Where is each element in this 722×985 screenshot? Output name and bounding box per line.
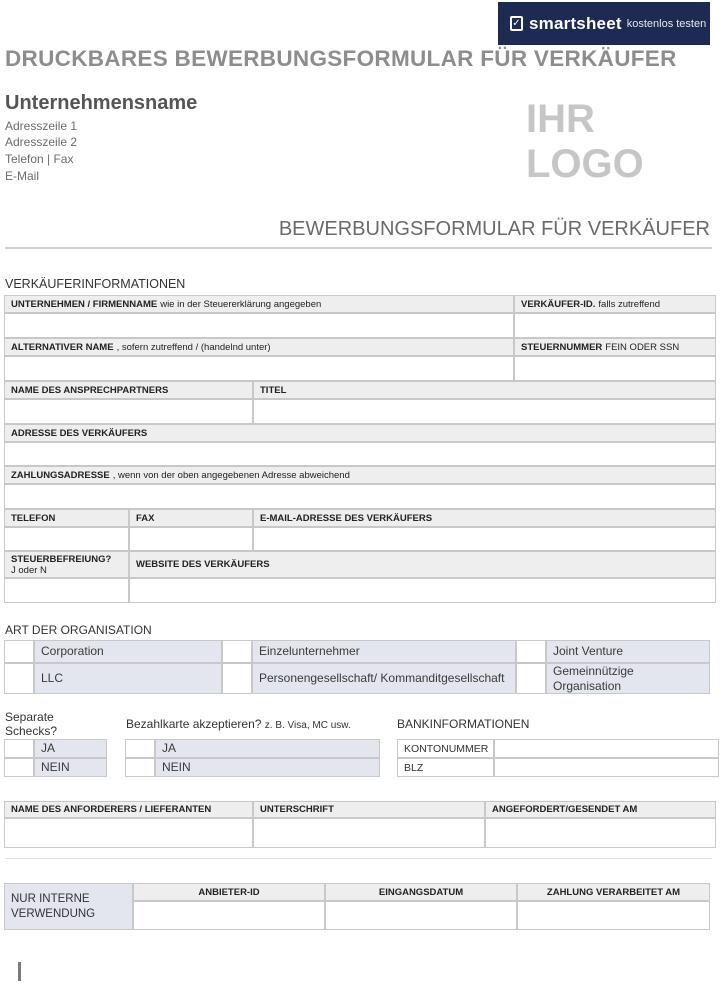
card-yes-label: JA bbox=[155, 739, 380, 758]
company-name-header: UNTERNEHMEN / FIRMENNAME wie in der Steuererklärung angegeben bbox=[4, 295, 514, 313]
tax-exempt-field[interactable] bbox=[4, 578, 129, 603]
fax-header: FAX bbox=[129, 509, 253, 527]
vendor-id-field[interactable] bbox=[514, 313, 716, 338]
phone-header: TELEFON bbox=[4, 509, 129, 527]
address-line-1: Adresszeile 1 bbox=[5, 119, 78, 133]
fax-field[interactable] bbox=[129, 527, 253, 551]
card-no-checkbox[interactable] bbox=[125, 758, 155, 777]
checkmark-icon: ✓ bbox=[510, 16, 523, 31]
contact-name-header: NAME DES ANSPRECHPARTNERS bbox=[4, 381, 253, 399]
account-number-label: KONTONUMMER bbox=[397, 739, 494, 758]
alt-name-header: ALTERNATIVER NAME , sofern zutreffend / (handelnd unter) bbox=[4, 338, 514, 356]
website-header: WEBSITE DES VERKÄUFERS bbox=[129, 551, 716, 578]
phone-fax: Telefon | Fax bbox=[5, 152, 74, 166]
separate-checks-label: Separate Schecks? bbox=[5, 710, 58, 739]
requester-name-field[interactable] bbox=[4, 818, 253, 848]
payment-processed-field[interactable] bbox=[517, 901, 710, 930]
blz-field[interactable] bbox=[494, 758, 719, 777]
requested-date-field[interactable] bbox=[485, 818, 716, 848]
company-name-field[interactable] bbox=[4, 313, 514, 338]
logo-placeholder: IHR LOGO bbox=[526, 97, 644, 186]
signature-field[interactable] bbox=[253, 818, 485, 848]
website-field[interactable] bbox=[129, 578, 716, 603]
tax-number-header: STEUERNUMMER FEIN ODER SSN bbox=[514, 338, 716, 356]
corporation-checkbox[interactable] bbox=[4, 640, 34, 663]
vendor-id-header: VERKÄUFER-ID. falls zutreffend bbox=[514, 295, 716, 313]
tax-number-field[interactable] bbox=[514, 356, 716, 381]
internal-use-label: NUR INTERNE VERWENDUNG bbox=[4, 883, 133, 930]
payment-address-field[interactable] bbox=[4, 484, 716, 509]
llc-label: LLC bbox=[34, 663, 222, 694]
received-date-field[interactable] bbox=[325, 901, 517, 930]
account-number-field[interactable] bbox=[494, 739, 719, 758]
partnership-label: Personengesellschaft/ Kommanditgesellschaft bbox=[252, 663, 516, 694]
email-line: E-Mail bbox=[5, 169, 40, 183]
nonprofit-checkbox[interactable] bbox=[516, 663, 546, 694]
section-vendor-info: VERKÄUFERINFORMATIONEN bbox=[5, 277, 186, 291]
supplier-id-header: ANBIETER-ID bbox=[133, 883, 325, 901]
email-header: E-MAIL-ADRESSE DES VERKÄUFERS bbox=[253, 509, 716, 527]
signature-header: UNTERSCHRIFT bbox=[253, 801, 485, 818]
document-title: DRUCKBARES BEWERBUNGSFORMULAR FÜR VERKÄUFER bbox=[5, 46, 677, 71]
joint-venture-label: Joint Venture bbox=[546, 640, 710, 663]
requested-date-header: ANGEFORDERT/GESENDET AM bbox=[485, 801, 716, 818]
brand-name: smartsheet bbox=[529, 13, 622, 33]
corporation-label: Corporation bbox=[34, 640, 222, 663]
separate-checks-no-label: NEIN bbox=[34, 758, 107, 777]
trial-link[interactable]: kostenlos testen bbox=[626, 17, 707, 30]
title-field[interactable] bbox=[253, 399, 716, 424]
bank-info-label: BANKINFORMATIONEN bbox=[397, 717, 530, 731]
sole-proprietor-checkbox[interactable] bbox=[222, 640, 252, 663]
joint-venture-checkbox[interactable] bbox=[516, 640, 546, 663]
contact-name-field[interactable] bbox=[4, 399, 253, 424]
address-line-2: Adresszeile 2 bbox=[5, 135, 78, 149]
form-title: BEWERBUNGSFORMULAR FÜR VERKÄUFER bbox=[278, 218, 710, 240]
tax-exempt-header: STEUERBEFREIUNG? J oder N bbox=[4, 551, 129, 578]
phone-field[interactable] bbox=[4, 527, 129, 551]
text-cursor bbox=[18, 962, 21, 981]
card-no-label: NEIN bbox=[155, 758, 380, 777]
sole-proprietor-label: Einzelunternehmer bbox=[252, 640, 516, 663]
email-field[interactable] bbox=[253, 527, 716, 551]
supplier-id-field[interactable] bbox=[133, 901, 325, 930]
separate-checks-yes-checkbox[interactable] bbox=[4, 739, 34, 758]
title-header: TITEL bbox=[253, 381, 716, 399]
partnership-checkbox[interactable] bbox=[222, 663, 252, 694]
received-date-header: EINGANGSDATUM bbox=[325, 883, 517, 901]
payment-address-header: ZAHLUNGSADRESSE , wenn von der oben angegebenen Adresse abweichend bbox=[4, 466, 716, 484]
nonprofit-label: Gemeinnützige Organisation bbox=[546, 663, 710, 694]
separate-checks-no-checkbox[interactable] bbox=[4, 758, 34, 777]
card-yes-checkbox[interactable] bbox=[125, 739, 155, 758]
company-name: Unternehmensname bbox=[5, 92, 198, 114]
payment-processed-header: ZAHLUNG VERARBEITET AM bbox=[517, 883, 710, 901]
llc-checkbox[interactable] bbox=[4, 663, 34, 694]
vendor-address-header: ADRESSE DES VERKÄUFERS bbox=[4, 424, 716, 442]
separate-checks-yes-label: JA bbox=[34, 739, 107, 758]
section-divider bbox=[5, 858, 712, 859]
card-accept-label: Bezahlkarte akzeptieren? z. B. Visa, MC usw. bbox=[126, 717, 351, 731]
blz-label: BLZ bbox=[397, 758, 494, 777]
section-org-type: ART DER ORGANISATION bbox=[5, 623, 152, 637]
title-divider bbox=[5, 247, 712, 249]
smartsheet-trial-banner[interactable] bbox=[498, 2, 710, 45]
vendor-address-field[interactable] bbox=[4, 442, 716, 466]
alt-name-field[interactable] bbox=[4, 356, 514, 381]
requester-name-header: NAME DES ANFORDERERS / LIEFERANTEN bbox=[4, 801, 253, 818]
